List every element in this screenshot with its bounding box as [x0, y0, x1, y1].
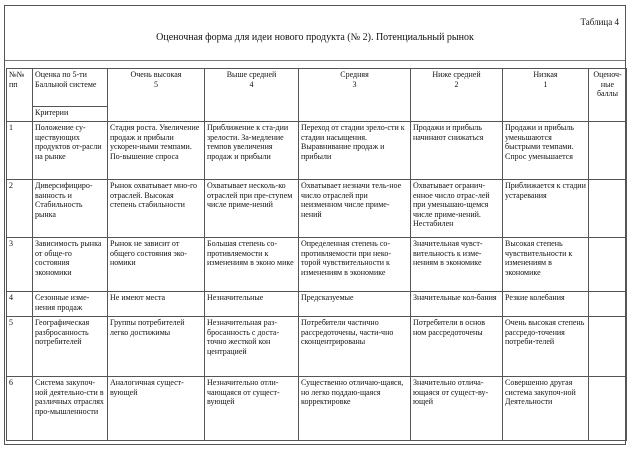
header-row [7, 69, 627, 107]
row-cell-5: Группы потребителей легко достижимы [108, 317, 205, 377]
header-level-4: Выше средней 4 [205, 69, 299, 122]
table-label: Таблица 4 [580, 17, 619, 27]
row-criterion: Положение су-ществующих продуктов от-расли на рынке [33, 122, 108, 180]
row-criterion: Диверсифициро-ванность и Стабильность рынка [33, 180, 108, 238]
row-criterion: Сезонные изме-нения продаж [33, 292, 108, 317]
header-criteria: Критерии [33, 107, 108, 122]
header-scale: Оценка по 5-ти Балльной системе [33, 69, 108, 107]
row-num: 6 [7, 377, 33, 441]
row-cell-5: Не имеют места [108, 292, 205, 317]
table-row [7, 238, 627, 292]
row-criterion: Зависимость рынка от обще-го состояния экономики [33, 238, 108, 292]
row-points [589, 317, 627, 377]
row-cell-4: Незначительно отли-чающаяся от сущест-вующей [205, 377, 299, 441]
row-points [589, 292, 627, 317]
row-cell-2: Потребители в основ ном рассредоточены [411, 317, 503, 377]
row-cell-3: Определенная степень со-противляемости при неко-торой чувствительности к изменениям в экономике [299, 238, 411, 292]
row-points [589, 180, 627, 238]
row-cell-2: Значительно отлича-ющаяся от сущест-ву- ющей [411, 377, 503, 441]
row-num: 3 [7, 238, 33, 292]
header-level-2: Ниже средней 2 [411, 69, 503, 122]
page-title: Оценочная форма для идеи нового продукта (№ 2). Потенциальный рынок [156, 32, 474, 43]
row-cell-1: Высокая степень чувствительности к изменениям в экономике [503, 238, 589, 292]
row-cell-1: Очень высокая степень рассредо-точения потреби-телей [503, 317, 589, 377]
row-cell-3: Переход от стадии зрело-сти к стадии насыщения. Выравнивание продаж и прибыли [299, 122, 411, 180]
row-cell-2: Значительные кол-бания [411, 292, 503, 317]
row-cell-4: Незначительные [205, 292, 299, 317]
table-row [7, 317, 627, 377]
row-points [589, 377, 627, 441]
row-cell-2: Значительная чувст-вительность к изме-нениям в экономике [411, 238, 503, 292]
evaluation-form [4, 5, 626, 445]
row-criterion: Географическая разбросанность потребителей [33, 317, 108, 377]
row-cell-5: Рынок не зависит от общего состояния эко-номики [108, 238, 205, 292]
evaluation-table [6, 68, 627, 441]
row-cell-1: Продажи и прибыль уменьшаются быстрыми темпами. Спрос уменьшается [503, 122, 589, 180]
row-cell-1: Приближается к стадии устаревания [503, 180, 589, 238]
table-row [7, 180, 627, 238]
row-cell-3: Существенно отличаю-щаяся, но легко поддаю-щаяся корректировке [299, 377, 411, 441]
row-cell-3: Предсказуемые [299, 292, 411, 317]
row-num: 1 [7, 122, 33, 180]
row-cell-2: Продажи и прибыль начинают снижаться [411, 122, 503, 180]
row-cell-4: Большая степень со-противляемости к изменениям в эконо мике [205, 238, 299, 292]
row-cell-5: Аналогичная сущест-вующей [108, 377, 205, 441]
header-points: Оценоч-ные баллы [589, 69, 627, 122]
title-divider [5, 60, 625, 61]
table-row [7, 122, 627, 180]
row-cell-1: Резкие колебания [503, 292, 589, 317]
row-num: 2 [7, 180, 33, 238]
row-cell-5: Рынок охватывает мно-го отраслей. Высокая степень стабильности [108, 180, 205, 238]
row-cell-4: Охватывает несколь-ко отраслей при пре-ступем числе приме-нений [205, 180, 299, 238]
table-row [7, 292, 627, 317]
row-cell-3: Охватывает незначи тель-ное число отраслей при неизменном числе приме-нений [299, 180, 411, 238]
row-points [589, 122, 627, 180]
row-criterion: Система закупоч-ной деятельно-сти в различных отраслях про-мышленности [33, 377, 108, 441]
header-num: №№ пп [7, 69, 33, 122]
header-level-1: Низкая 1 [503, 69, 589, 122]
row-cell-1: Совершенно другая система закупоч-ной Деятельности [503, 377, 589, 441]
header-level-3: Средняя 3 [299, 69, 411, 122]
row-num: 4 [7, 292, 33, 317]
row-cell-5: Стадия роста. Увеличение продаж и прибыли ускорен-ными темпами. По-вышение спроса [108, 122, 205, 180]
row-cell-4: Незначительная раз-бросанность с доста-точно жесткой кон центрацией [205, 317, 299, 377]
header-level-5: Очень высокая 5 [108, 69, 205, 122]
row-cell-4: Приближение к ста-дии зрелости. За-медление темпов увеличения продаж и прибыли [205, 122, 299, 180]
table-row [7, 377, 627, 441]
row-cell-3: Потребители частично рассредоточены, части-чно сконцентрированы [299, 317, 411, 377]
row-cell-2: Охватывает огранич-енное число отрас-лей при уменьшаю-щемся числе приме-нений. Нестабилен [411, 180, 503, 238]
row-points [589, 238, 627, 292]
row-num: 5 [7, 317, 33, 377]
